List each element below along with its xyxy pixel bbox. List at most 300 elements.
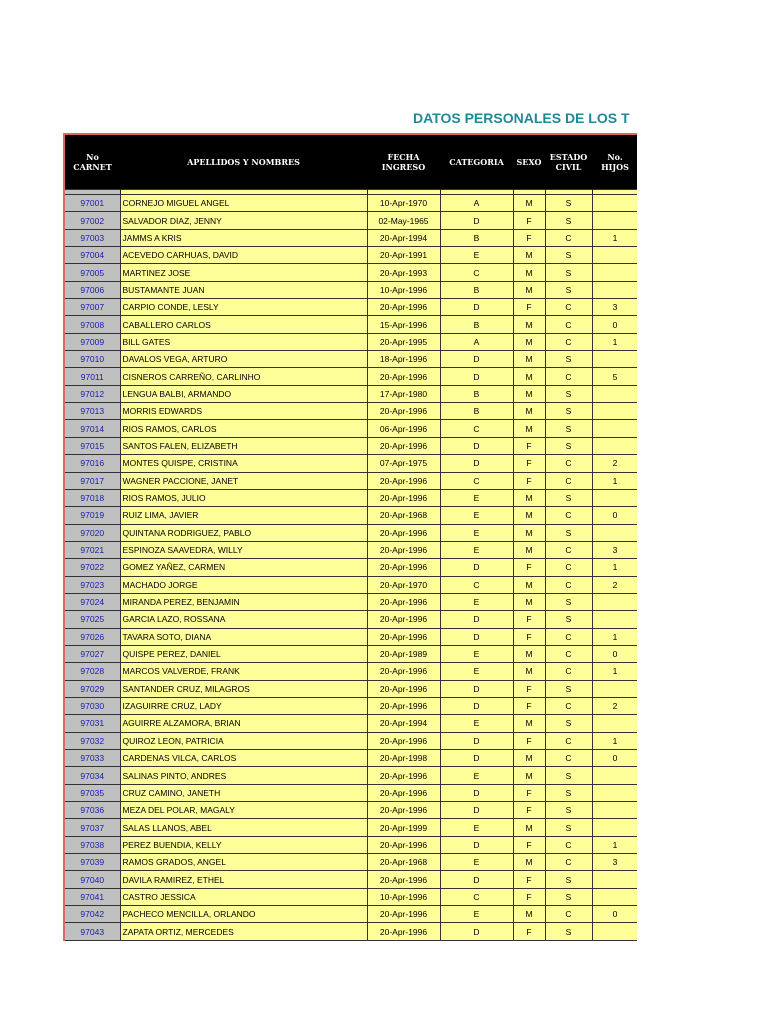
estado-civil-cell[interactable]: S <box>545 195 592 212</box>
estado-civil-cell[interactable]: S <box>545 611 592 628</box>
fecha-ingreso-cell[interactable]: 20-Apr-1994 <box>367 715 440 732</box>
sexo-cell[interactable]: M <box>513 663 545 680</box>
carnet-cell[interactable]: 97016 <box>64 455 120 472</box>
categoria-cell[interactable]: B <box>440 385 513 402</box>
hijos-cell[interactable] <box>592 802 637 819</box>
hijos-cell[interactable] <box>592 403 637 420</box>
estado-civil-cell[interactable]: S <box>545 524 592 541</box>
carnet-cell[interactable]: 97003 <box>64 229 120 246</box>
estado-civil-cell[interactable]: S <box>545 437 592 454</box>
estado-civil-cell[interactable]: C <box>545 663 592 680</box>
carnet-cell[interactable]: 97019 <box>64 507 120 524</box>
fecha-ingreso-cell[interactable]: 20-Apr-1996 <box>367 559 440 576</box>
categoria-cell[interactable]: D <box>440 871 513 888</box>
estado-civil-cell[interactable]: S <box>545 784 592 801</box>
header-sexo[interactable]: SEXO <box>513 134 545 190</box>
hijos-cell[interactable] <box>592 489 637 506</box>
sexo-cell[interactable]: M <box>513 403 545 420</box>
fecha-ingreso-cell[interactable]: 20-Apr-1996 <box>367 437 440 454</box>
fecha-ingreso-cell[interactable]: 15-Apr-1996 <box>367 316 440 333</box>
sexo-cell[interactable]: F <box>513 680 545 697</box>
categoria-cell[interactable]: E <box>440 767 513 784</box>
name-cell[interactable]: RUIZ LIMA, JAVIER <box>120 507 367 524</box>
fecha-ingreso-cell[interactable]: 20-Apr-1996 <box>367 663 440 680</box>
hijos-cell[interactable]: 0 <box>592 507 637 524</box>
sexo-cell[interactable]: F <box>513 229 545 246</box>
estado-civil-cell[interactable]: S <box>545 385 592 402</box>
estado-civil-cell[interactable]: C <box>545 229 592 246</box>
categoria-cell[interactable]: D <box>440 437 513 454</box>
estado-civil-cell[interactable]: C <box>545 316 592 333</box>
hijos-cell[interactable] <box>592 351 637 368</box>
carnet-cell[interactable]: 97002 <box>64 212 120 229</box>
estado-civil-cell[interactable]: S <box>545 871 592 888</box>
sexo-cell[interactable]: M <box>513 576 545 593</box>
categoria-cell[interactable]: C <box>440 888 513 905</box>
header-categoria[interactable]: CATEGORIA <box>440 134 513 190</box>
hijos-cell[interactable] <box>592 264 637 281</box>
estado-civil-cell[interactable]: S <box>545 802 592 819</box>
fecha-ingreso-cell[interactable]: 20-Apr-1996 <box>367 524 440 541</box>
estado-civil-cell[interactable]: C <box>545 697 592 714</box>
sexo-cell[interactable]: F <box>513 628 545 645</box>
name-cell[interactable]: SALVADOR DIAZ, JENNY <box>120 212 367 229</box>
hijos-cell[interactable] <box>592 611 637 628</box>
categoria-cell[interactable]: D <box>440 750 513 767</box>
hijos-cell[interactable]: 2 <box>592 697 637 714</box>
hijos-cell[interactable]: 1 <box>592 229 637 246</box>
hijos-cell[interactable] <box>592 871 637 888</box>
carnet-cell[interactable]: 97010 <box>64 351 120 368</box>
sexo-cell[interactable]: F <box>513 732 545 749</box>
hijos-cell[interactable] <box>592 212 637 229</box>
hijos-cell[interactable] <box>592 593 637 610</box>
categoria-cell[interactable]: D <box>440 299 513 316</box>
carnet-cell[interactable]: 97027 <box>64 645 120 662</box>
estado-civil-cell[interactable]: S <box>545 489 592 506</box>
sexo-cell[interactable]: M <box>513 195 545 212</box>
carnet-cell[interactable]: 97015 <box>64 437 120 454</box>
hijos-cell[interactable] <box>592 437 637 454</box>
categoria-cell[interactable]: D <box>440 611 513 628</box>
hijos-cell[interactable] <box>592 923 637 940</box>
sexo-cell[interactable]: F <box>513 472 545 489</box>
hijos-cell[interactable]: 5 <box>592 368 637 385</box>
sexo-cell[interactable]: M <box>513 715 545 732</box>
hijos-cell[interactable] <box>592 247 637 264</box>
estado-civil-cell[interactable]: C <box>545 854 592 871</box>
hijos-cell[interactable]: 1 <box>592 628 637 645</box>
name-cell[interactable]: CARDENAS VILCA, CARLOS <box>120 750 367 767</box>
sexo-cell[interactable]: F <box>513 784 545 801</box>
name-cell[interactable]: RAMOS GRADOS, ANGEL <box>120 854 367 871</box>
fecha-ingreso-cell[interactable]: 20-Apr-1991 <box>367 247 440 264</box>
carnet-cell[interactable]: 97032 <box>64 732 120 749</box>
estado-civil-cell[interactable]: C <box>545 645 592 662</box>
carnet-cell[interactable]: 97042 <box>64 906 120 923</box>
hijos-cell[interactable] <box>592 888 637 905</box>
categoria-cell[interactable]: D <box>440 212 513 229</box>
fecha-ingreso-cell[interactable]: 20-Apr-1996 <box>367 541 440 558</box>
fecha-ingreso-cell[interactable]: 20-Apr-1996 <box>367 923 440 940</box>
categoria-cell[interactable]: D <box>440 680 513 697</box>
estado-civil-cell[interactable]: S <box>545 420 592 437</box>
fecha-ingreso-cell[interactable]: 20-Apr-1996 <box>367 368 440 385</box>
fecha-ingreso-cell[interactable]: 20-Apr-1998 <box>367 750 440 767</box>
fecha-ingreso-cell[interactable]: 20-Apr-1996 <box>367 767 440 784</box>
sexo-cell[interactable]: M <box>513 767 545 784</box>
carnet-cell[interactable]: 97039 <box>64 854 120 871</box>
carnet-cell[interactable]: 97026 <box>64 628 120 645</box>
fecha-ingreso-cell[interactable]: 20-Apr-1996 <box>367 680 440 697</box>
fecha-ingreso-cell[interactable]: 20-Apr-1996 <box>367 871 440 888</box>
estado-civil-cell[interactable]: S <box>545 281 592 298</box>
fecha-ingreso-cell[interactable]: 20-Apr-1968 <box>367 507 440 524</box>
hijos-cell[interactable]: 3 <box>592 541 637 558</box>
fecha-ingreso-cell[interactable]: 20-Apr-1970 <box>367 576 440 593</box>
sexo-cell[interactable]: M <box>513 333 545 350</box>
fecha-ingreso-cell[interactable]: 20-Apr-1996 <box>367 732 440 749</box>
sexo-cell[interactable]: F <box>513 888 545 905</box>
fecha-ingreso-cell[interactable]: 20-Apr-1996 <box>367 784 440 801</box>
sexo-cell[interactable]: M <box>513 368 545 385</box>
sexo-cell[interactable]: M <box>513 541 545 558</box>
name-cell[interactable]: MONTES QUISPE, CRISTINA <box>120 455 367 472</box>
hijos-cell[interactable]: 3 <box>592 854 637 871</box>
name-cell[interactable]: MEZA DEL POLAR, MAGALY <box>120 802 367 819</box>
hijos-cell[interactable] <box>592 281 637 298</box>
fecha-ingreso-cell[interactable]: 20-Apr-1996 <box>367 836 440 853</box>
categoria-cell[interactable]: D <box>440 784 513 801</box>
estado-civil-cell[interactable]: S <box>545 264 592 281</box>
sexo-cell[interactable]: M <box>513 316 545 333</box>
name-cell[interactable]: BILL GATES <box>120 333 367 350</box>
hijos-cell[interactable]: 0 <box>592 750 637 767</box>
fecha-ingreso-cell[interactable]: 20-Apr-1996 <box>367 697 440 714</box>
name-cell[interactable]: MACHADO JORGE <box>120 576 367 593</box>
categoria-cell[interactable]: E <box>440 819 513 836</box>
sexo-cell[interactable]: M <box>513 906 545 923</box>
estado-civil-cell[interactable]: C <box>545 507 592 524</box>
sexo-cell[interactable]: F <box>513 437 545 454</box>
hijos-cell[interactable]: 1 <box>592 333 637 350</box>
fecha-ingreso-cell[interactable]: 20-Apr-1993 <box>367 264 440 281</box>
estado-civil-cell[interactable]: C <box>545 628 592 645</box>
sexo-cell[interactable]: M <box>513 489 545 506</box>
sexo-cell[interactable]: M <box>513 507 545 524</box>
categoria-cell[interactable]: D <box>440 628 513 645</box>
name-cell[interactable]: QUISPE PEREZ, DANIEL <box>120 645 367 662</box>
fecha-ingreso-cell[interactable]: 20-Apr-1996 <box>367 472 440 489</box>
hijos-cell[interactable]: 2 <box>592 455 637 472</box>
name-cell[interactable]: MORRIS EDWARDS <box>120 403 367 420</box>
estado-civil-cell[interactable]: S <box>545 593 592 610</box>
categoria-cell[interactable]: D <box>440 455 513 472</box>
estado-civil-cell[interactable]: S <box>545 680 592 697</box>
sexo-cell[interactable]: M <box>513 385 545 402</box>
carnet-cell[interactable]: 97001 <box>64 195 120 212</box>
categoria-cell[interactable]: E <box>440 906 513 923</box>
name-cell[interactable]: CASTRO JESSICA <box>120 888 367 905</box>
categoria-cell[interactable]: C <box>440 264 513 281</box>
carnet-cell[interactable]: 97014 <box>64 420 120 437</box>
estado-civil-cell[interactable]: C <box>545 576 592 593</box>
fecha-ingreso-cell[interactable]: 20-Apr-1994 <box>367 229 440 246</box>
name-cell[interactable]: DAVILA RAMIREZ, ETHEL <box>120 871 367 888</box>
sexo-cell[interactable]: M <box>513 819 545 836</box>
sexo-cell[interactable]: M <box>513 854 545 871</box>
estado-civil-cell[interactable]: C <box>545 299 592 316</box>
hijos-cell[interactable]: 0 <box>592 645 637 662</box>
hijos-cell[interactable]: 0 <box>592 316 637 333</box>
header-hijos[interactable]: No. HIJOS <box>592 134 637 190</box>
name-cell[interactable]: SANTOS FALEN, ELIZABETH <box>120 437 367 454</box>
categoria-cell[interactable]: D <box>440 697 513 714</box>
name-cell[interactable]: SALINAS PINTO, ANDRES <box>120 767 367 784</box>
carnet-cell[interactable]: 97009 <box>64 333 120 350</box>
sexo-cell[interactable]: F <box>513 802 545 819</box>
carnet-cell[interactable]: 97033 <box>64 750 120 767</box>
carnet-cell[interactable]: 97022 <box>64 559 120 576</box>
hijos-cell[interactable]: 3 <box>592 299 637 316</box>
name-cell[interactable]: CABALLERO CARLOS <box>120 316 367 333</box>
carnet-cell[interactable]: 97035 <box>64 784 120 801</box>
categoria-cell[interactable]: E <box>440 507 513 524</box>
categoria-cell[interactable]: D <box>440 923 513 940</box>
carnet-cell[interactable]: 97028 <box>64 663 120 680</box>
carnet-cell[interactable]: 97004 <box>64 247 120 264</box>
name-cell[interactable]: ZAPATA ORTIZ, MERCEDES <box>120 923 367 940</box>
fecha-ingreso-cell[interactable]: 20-Apr-1989 <box>367 645 440 662</box>
sexo-cell[interactable]: F <box>513 559 545 576</box>
sexo-cell[interactable]: F <box>513 836 545 853</box>
sexo-cell[interactable]: M <box>513 524 545 541</box>
fecha-ingreso-cell[interactable]: 20-Apr-1996 <box>367 593 440 610</box>
sexo-cell[interactable]: M <box>513 645 545 662</box>
sexo-cell[interactable]: F <box>513 871 545 888</box>
estado-civil-cell[interactable]: S <box>545 403 592 420</box>
fecha-ingreso-cell[interactable]: 20-Apr-1996 <box>367 611 440 628</box>
carnet-cell[interactable]: 97025 <box>64 611 120 628</box>
categoria-cell[interactable]: E <box>440 489 513 506</box>
hijos-cell[interactable] <box>592 385 637 402</box>
hijos-cell[interactable] <box>592 819 637 836</box>
estado-civil-cell[interactable]: C <box>545 559 592 576</box>
name-cell[interactable]: TAVARA SOTO, DIANA <box>120 628 367 645</box>
hijos-cell[interactable]: 1 <box>592 472 637 489</box>
hijos-cell[interactable] <box>592 680 637 697</box>
name-cell[interactable]: MIRANDA PEREZ, BENJAMIN <box>120 593 367 610</box>
categoria-cell[interactable]: B <box>440 403 513 420</box>
name-cell[interactable]: GOMEZ YAÑEZ, CARMEN <box>120 559 367 576</box>
carnet-cell[interactable]: 97005 <box>64 264 120 281</box>
estado-civil-cell[interactable]: C <box>545 472 592 489</box>
estado-civil-cell[interactable]: S <box>545 212 592 229</box>
carnet-cell[interactable]: 97030 <box>64 697 120 714</box>
header-fecha[interactable]: FECHA INGRESO <box>367 134 440 190</box>
name-cell[interactable]: BUSTAMANTE JUAN <box>120 281 367 298</box>
sexo-cell[interactable]: F <box>513 299 545 316</box>
fecha-ingreso-cell[interactable]: 02-May-1965 <box>367 212 440 229</box>
carnet-cell[interactable]: 97007 <box>64 299 120 316</box>
categoria-cell[interactable]: B <box>440 281 513 298</box>
categoria-cell[interactable]: D <box>440 732 513 749</box>
name-cell[interactable]: PEREZ BUENDIA, KELLY <box>120 836 367 853</box>
estado-civil-cell[interactable]: C <box>545 455 592 472</box>
categoria-cell[interactable]: E <box>440 593 513 610</box>
fecha-ingreso-cell[interactable]: 20-Apr-1996 <box>367 802 440 819</box>
name-cell[interactable]: AGUIRRE ALZAMORA, BRIAN <box>120 715 367 732</box>
sexo-cell[interactable]: F <box>513 923 545 940</box>
fecha-ingreso-cell[interactable]: 18-Apr-1996 <box>367 351 440 368</box>
carnet-cell[interactable]: 97036 <box>64 802 120 819</box>
hijos-cell[interactable]: 1 <box>592 559 637 576</box>
hijos-cell[interactable]: 2 <box>592 576 637 593</box>
estado-civil-cell[interactable]: C <box>545 750 592 767</box>
categoria-cell[interactable]: E <box>440 524 513 541</box>
sexo-cell[interactable]: M <box>513 420 545 437</box>
fecha-ingreso-cell[interactable]: 20-Apr-1996 <box>367 403 440 420</box>
estado-civil-cell[interactable]: C <box>545 368 592 385</box>
categoria-cell[interactable]: A <box>440 195 513 212</box>
name-cell[interactable]: LENGUA BALBI, ARMANDO <box>120 385 367 402</box>
fecha-ingreso-cell[interactable]: 10-Apr-1970 <box>367 195 440 212</box>
hijos-cell[interactable] <box>592 420 637 437</box>
estado-civil-cell[interactable]: S <box>545 767 592 784</box>
categoria-cell[interactable]: C <box>440 420 513 437</box>
categoria-cell[interactable]: E <box>440 854 513 871</box>
carnet-cell[interactable]: 97018 <box>64 489 120 506</box>
header-carnet[interactable]: No CARNET <box>64 134 120 190</box>
categoria-cell[interactable]: E <box>440 541 513 558</box>
name-cell[interactable]: RIOS RAMOS, CARLOS <box>120 420 367 437</box>
name-cell[interactable]: MARTINEZ JOSE <box>120 264 367 281</box>
name-cell[interactable]: PACHECO MENCILLA, ORLANDO <box>120 906 367 923</box>
name-cell[interactable]: WAGNER PACCIONE, JANET <box>120 472 367 489</box>
categoria-cell[interactable]: D <box>440 368 513 385</box>
carnet-cell[interactable]: 97006 <box>64 281 120 298</box>
fecha-ingreso-cell[interactable]: 10-Apr-1996 <box>367 888 440 905</box>
sexo-cell[interactable]: M <box>513 247 545 264</box>
categoria-cell[interactable]: B <box>440 316 513 333</box>
fecha-ingreso-cell[interactable]: 17-Apr-1980 <box>367 385 440 402</box>
hijos-cell[interactable] <box>592 195 637 212</box>
fecha-ingreso-cell[interactable]: 20-Apr-1996 <box>367 906 440 923</box>
hijos-cell[interactable]: 1 <box>592 836 637 853</box>
fecha-ingreso-cell[interactable]: 20-Apr-1999 <box>367 819 440 836</box>
header-estado-civil[interactable]: ESTADO CIVIL <box>545 134 592 190</box>
estado-civil-cell[interactable]: S <box>545 715 592 732</box>
carnet-cell[interactable]: 97023 <box>64 576 120 593</box>
name-cell[interactable]: CRUZ CAMINO, JANETH <box>120 784 367 801</box>
header-nombres[interactable]: APELLIDOS Y NOMBRES <box>120 134 367 190</box>
fecha-ingreso-cell[interactable]: 20-Apr-1995 <box>367 333 440 350</box>
name-cell[interactable]: DAVALOS VEGA, ARTURO <box>120 351 367 368</box>
fecha-ingreso-cell[interactable]: 20-Apr-1996 <box>367 489 440 506</box>
name-cell[interactable]: ACEVEDO CARHUAS, DAVID <box>120 247 367 264</box>
estado-civil-cell[interactable]: C <box>545 541 592 558</box>
fecha-ingreso-cell[interactable]: 20-Apr-1996 <box>367 299 440 316</box>
hijos-cell[interactable]: 1 <box>592 663 637 680</box>
name-cell[interactable]: QUINTANA RODRIGUEZ, PABLO <box>120 524 367 541</box>
hijos-cell[interactable]: 0 <box>592 906 637 923</box>
carnet-cell[interactable]: 97041 <box>64 888 120 905</box>
sexo-cell[interactable]: M <box>513 264 545 281</box>
categoria-cell[interactable]: E <box>440 247 513 264</box>
name-cell[interactable]: MARCOS VALVERDE, FRANK <box>120 663 367 680</box>
carnet-cell[interactable]: 97031 <box>64 715 120 732</box>
sexo-cell[interactable]: F <box>513 697 545 714</box>
name-cell[interactable]: SANTANDER CRUZ, MILAGROS <box>120 680 367 697</box>
name-cell[interactable]: JAMMS A KRIS <box>120 229 367 246</box>
categoria-cell[interactable]: C <box>440 576 513 593</box>
fecha-ingreso-cell[interactable]: 20-Apr-1968 <box>367 854 440 871</box>
carnet-cell[interactable]: 97029 <box>64 680 120 697</box>
categoria-cell[interactable]: D <box>440 836 513 853</box>
categoria-cell[interactable]: E <box>440 663 513 680</box>
sexo-cell[interactable]: M <box>513 750 545 767</box>
sexo-cell[interactable]: M <box>513 593 545 610</box>
categoria-cell[interactable]: C <box>440 472 513 489</box>
hijos-cell[interactable] <box>592 524 637 541</box>
categoria-cell[interactable]: E <box>440 715 513 732</box>
sexo-cell[interactable]: M <box>513 281 545 298</box>
name-cell[interactable]: SALAS LLANOS, ABEL <box>120 819 367 836</box>
estado-civil-cell[interactable]: C <box>545 836 592 853</box>
estado-civil-cell[interactable]: S <box>545 888 592 905</box>
name-cell[interactable]: CISNEROS CARREÑO, CARLINHO <box>120 368 367 385</box>
fecha-ingreso-cell[interactable]: 20-Apr-1996 <box>367 628 440 645</box>
name-cell[interactable]: IZAGUIRRE CRUZ, LADY <box>120 697 367 714</box>
carnet-cell[interactable]: 97043 <box>64 923 120 940</box>
estado-civil-cell[interactable]: C <box>545 732 592 749</box>
categoria-cell[interactable]: D <box>440 559 513 576</box>
estado-civil-cell[interactable]: S <box>545 247 592 264</box>
categoria-cell[interactable]: A <box>440 333 513 350</box>
carnet-cell[interactable]: 97013 <box>64 403 120 420</box>
categoria-cell[interactable]: D <box>440 802 513 819</box>
fecha-ingreso-cell[interactable]: 06-Apr-1996 <box>367 420 440 437</box>
hijos-cell[interactable] <box>592 767 637 784</box>
estado-civil-cell[interactable]: C <box>545 906 592 923</box>
fecha-ingreso-cell[interactable]: 07-Apr-1975 <box>367 455 440 472</box>
carnet-cell[interactable]: 97012 <box>64 385 120 402</box>
hijos-cell[interactable] <box>592 784 637 801</box>
carnet-cell[interactable]: 97011 <box>64 368 120 385</box>
carnet-cell[interactable]: 97040 <box>64 871 120 888</box>
sexo-cell[interactable]: F <box>513 611 545 628</box>
name-cell[interactable]: RIOS RAMOS, JULIO <box>120 489 367 506</box>
carnet-cell[interactable]: 97021 <box>64 541 120 558</box>
name-cell[interactable]: QUIROZ LEON, PATRICIA <box>120 732 367 749</box>
carnet-cell[interactable]: 97008 <box>64 316 120 333</box>
carnet-cell[interactable]: 97038 <box>64 836 120 853</box>
estado-civil-cell[interactable]: S <box>545 923 592 940</box>
name-cell[interactable]: CARPIO CONDE, LESLY <box>120 299 367 316</box>
carnet-cell[interactable]: 97020 <box>64 524 120 541</box>
hijos-cell[interactable] <box>592 715 637 732</box>
categoria-cell[interactable]: B <box>440 229 513 246</box>
fecha-ingreso-cell[interactable]: 10-Apr-1996 <box>367 281 440 298</box>
carnet-cell[interactable]: 97034 <box>64 767 120 784</box>
estado-civil-cell[interactable]: S <box>545 819 592 836</box>
estado-civil-cell[interactable]: S <box>545 351 592 368</box>
sexo-cell[interactable]: F <box>513 455 545 472</box>
name-cell[interactable]: GARCIA LAZO, ROSSANA <box>120 611 367 628</box>
carnet-cell[interactable]: 97037 <box>64 819 120 836</box>
sexo-cell[interactable]: F <box>513 212 545 229</box>
estado-civil-cell[interactable]: C <box>545 333 592 350</box>
